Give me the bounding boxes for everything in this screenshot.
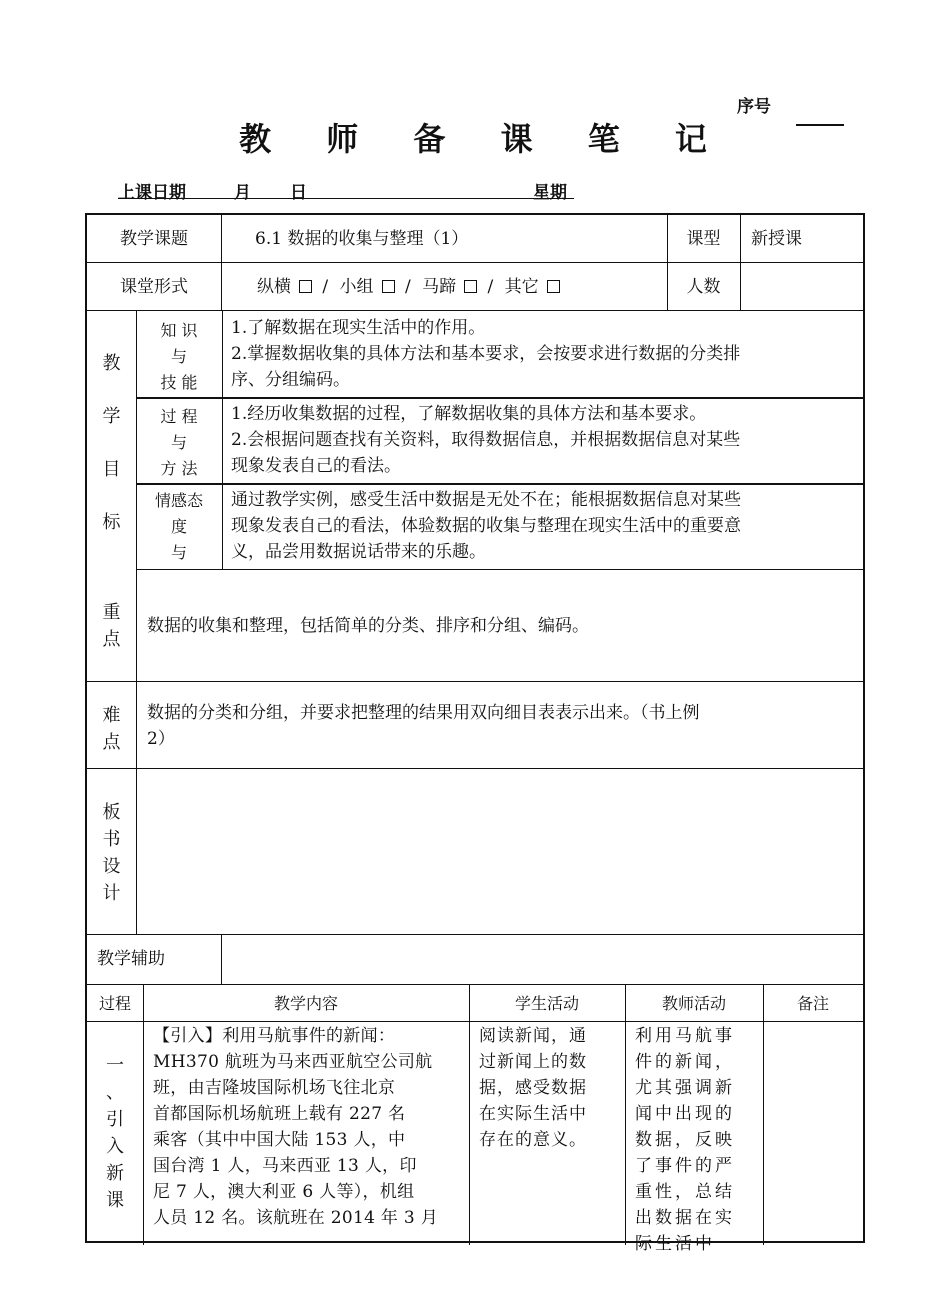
teacher-activity-text: 利用马航事 件的新闻， 尤其强调新 闻中出现的 数据，反映 了事件的严 重性，总结 出数据在实 际生活中: [635, 1026, 735, 1254]
difficulties-label: 难 点: [102, 705, 121, 753]
class-form-options: [257, 276, 565, 299]
topic-label: 教学课题: [120, 229, 188, 249]
goals-label: 教 学 目 标: [102, 353, 121, 533]
page-title: 教 师 备 课 笔 记: [239, 120, 729, 158]
checkbox-zongheng[interactable]: [299, 280, 312, 293]
form-separator: /: [322, 277, 329, 297]
emotion-attitude-text: 通过教学实例，感受生活中数据是无处不在；能根据数据信息对某些 现象发表自己的看法，体验数据的收集与整理在现实生活中的重要意 义，品尝用数据说话带来的乐趣。: [231, 490, 741, 562]
teaching-aid-area[interactable]: [222, 935, 863, 983]
checkbox-group[interactable]: [382, 280, 395, 293]
col-header-content: 教学内容: [273, 994, 338, 1013]
board-design-label: 板 书 设 计: [102, 802, 121, 904]
lesson-plan-table: [85, 213, 865, 1254]
student-count-label: 人数: [686, 277, 721, 297]
day-label: 日: [290, 183, 307, 203]
lesson-type-value: 新授课: [751, 229, 802, 249]
student-activity-text: 阅读新闻，通 过新闻上的数 据，感受数据 在实际生活中 存在的意义。: [479, 1026, 587, 1150]
weekday-label: 星期: [533, 183, 567, 203]
knowledge-skill-label: 知 识 与 技 能: [160, 321, 198, 392]
difficulties-text: 数据的分类和分组，并要求把整理的结果用双向细目表表示出来。（书上例 2）: [147, 703, 700, 749]
col-header-student-activity: 学生活动: [514, 994, 579, 1013]
teaching-aid-label: 教学辅助: [97, 949, 165, 969]
class-form-label: 课堂形式: [120, 277, 188, 297]
form-option-horseshoe: 马蹄: [422, 277, 457, 297]
board-design-area[interactable]: [137, 769, 863, 933]
form-option-group: 小组: [339, 277, 374, 297]
col-header-process: 过程: [98, 994, 131, 1013]
teaching-content-text: 【引入】利用马航事件的新闻： MH370 航班为马来西亚航空公司航 班，由吉隆坡国际机场飞往北京 首都国际机场航班上载有 227 名 乘客（其中中国大陆 153 人，中 国台湾 1 人，马来西亚 13 人，印 尼 7 人，澳大利亚 6 人等），机组 人员 12 名。该航班在 2014 年 3 月: [153, 1026, 439, 1228]
form-separator: /: [404, 277, 411, 297]
knowledge-skill-text: 1.了解数据在现实生活中的作用。 2.掌握数据收集的具体方法和基本要求，会按要求进行数据的分类排 序、分组编码。: [231, 318, 741, 390]
form-separator: /: [487, 277, 494, 297]
process-method-label: 过 程 与 方 法: [160, 407, 198, 478]
col-header-teacher-activity: 教师活动: [661, 994, 726, 1013]
stage-label: 一 、 引 入 新 课: [106, 1055, 124, 1211]
topic-value: 6.1 数据的收集与整理（1）: [255, 229, 469, 249]
class-date-line: [118, 178, 574, 203]
lesson-type-label: 课型: [686, 229, 721, 249]
process-method-text: 1.经历收集数据的过程，了解数据收集的具体方法和基本要求。 2.会根据问题查找有关资料，取得数据信息，并根据数据信息对某些 现象发表自己的看法。: [231, 404, 741, 476]
col-header-notes: 备注: [796, 994, 829, 1013]
form-option-other: 其它: [504, 277, 539, 297]
key-points-label: 重 点: [102, 602, 121, 650]
month-label: 月: [234, 183, 251, 203]
key-points-text: 数据的收集和整理，包括简单的分类、排序和分组、编码。: [147, 616, 589, 636]
serial-number-label: 序号: [737, 97, 771, 117]
class-date-label: 上课日期: [118, 183, 186, 203]
checkbox-horseshoe[interactable]: [464, 280, 477, 293]
emotion-attitude-label: 情感态 度 与: [154, 491, 203, 562]
checkbox-other[interactable]: [547, 280, 560, 293]
form-option-zongheng: 纵横: [257, 277, 291, 297]
